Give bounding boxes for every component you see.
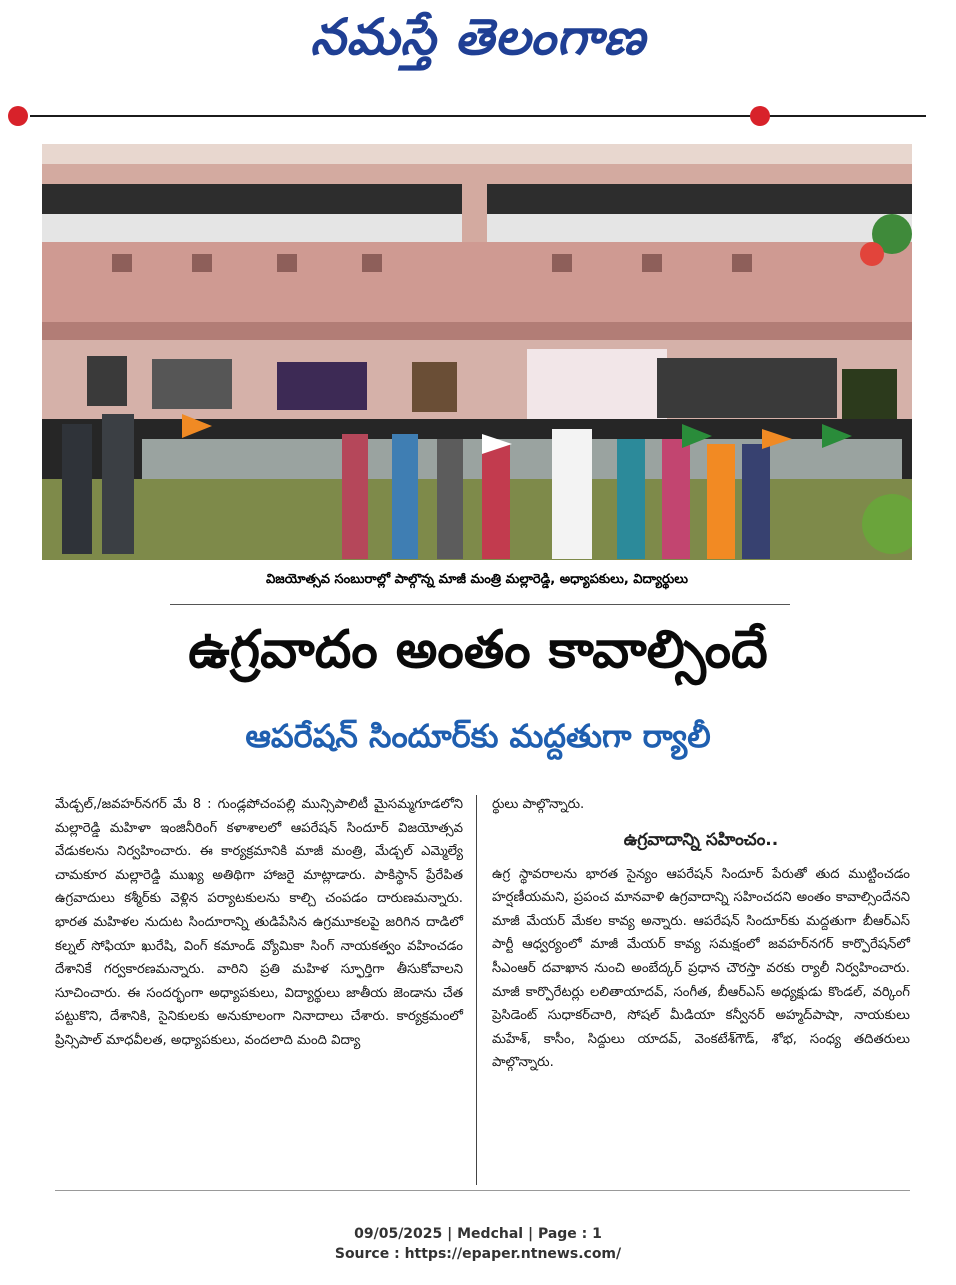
red-dot-left (8, 106, 28, 126)
photo-caption: విజయోత్సవ సంబురాల్లో పాల్గొన్న మాజీ మంత్రి మల్లారెడ్డి, అధ్యాపకులు, విద్యార్థులు (266, 572, 688, 587)
column-2-subheading: ఉగ్రవాదాన్ని సహించం.. (623, 829, 779, 850)
article-column-1 (55, 793, 463, 1053)
column-1-text: మేడ్చల్,/జవహర్‌నగర్ మే 8 : గుండ్లపోచంపల్లి మున్సిపాలిటీ మైసమ్మగూడలోని మల్లారెడ్డి మహిళా ఇంజినీరింగ్ కళాశాలలో ఆపరేషన్ సిందూర్ విజయోత్సవ వేడుకలను నిర్వహించారు. ఈ కార్యక్రమానికి మాజీ మంత్రి, మేడ్చల్ ఎమ్మెల్యే చామకూర మల్లారెడ్డి ముఖ్య అతిథిగా హాజరై మాట్లాడారు. పాకిస్థాన్ ప్రేరేపిత ఉగ్రవాదులు కశ్మీర్‌కు వెళ్లిన పర్యాటకులను కాల్చి చంపడం దారుణమన్నారు. భారత మహిళల నుదుట సిందూరాన్ని తుడిపేసిన ఉగ్రమూకలపై జరిగిన దాడిలో కల్నల్ సోఫియా ఖురేషి, వింగ్ కమాండ్ వ్యోమికా సింగ్ నాయకత్వం వహించడం దేశానికే గర్వకారణమన్నారు. వారిని ప్రతి మహిళ స్ఫూర్తిగా తీసుకోవాలని సూచించారు. ఈ సందర్భంగా అధ్యాపకులు, విద్యార్థులు జాతీయ జెండాను చేత పట్టుకొని, దేశానికి, సైనికులకు అనుకూలంగా నినాదాలు చేశారు. కార్యక్రమంలో ప్రిన్సిపాల్ మాధవీలత, అధ్యాపకులు, వందలాది మంది విద్యా (55, 797, 463, 1048)
footer-date-edition: 09/05/2025 | Medchal | Page : 1 (354, 1226, 602, 1242)
article-subheadline: ఆపరేషన్ సిందూర్‌కు మద్దతుగా ర్యాలీ (245, 717, 711, 755)
news-photo (42, 144, 912, 560)
column-2-text: ఉగ్ర స్థావరాలను భారత సైన్యం ఆపరేషన్ సిందూర్ పేరుతో తుద ముట్టించడం హర్షణీయమని, ప్రపంచ మానవాళి ఉగ్రవాదాన్ని సహించదని అంతం కావాల్సిందేనని మాజీ మేయర్ మేకల కావ్య అన్నారు. ఆపరేషన్ సిందూర్‌కు మద్దతుగా బీఆర్‌ఎస్ పార్టీ ఆధ్వర్యంలో మాజీ మేయర్ కావ్య సమక్షంలో జవహర్‌నగర్ కార్పొరేషన్‌లో సీఎంఆర్ దవాఖాన నుంచి అంబేద్కర్ ప్రధాన చౌరస్తా వరకు ర్యాలీ నిర్వహించారు. మాజీ కార్పొరేటర్లు లలితాయాదవ్, సంగీత, బీఆర్‌ఎస్ అధ్యక్షుడు కొండల్, వర్కింగ్ ప్రెసిడెంట్ సుధాకర్‌చారి, సోషల్ మీడియా కన్వీనర్ అహ్మద్‌పాషా, నాయకులు మహేశ్, కాసీం, సిద్దులు యాదవ్, వెంకటేశ్‌గౌడ్, శోభ, సంధ్య తదితరులు పాల్గొన్నారు. (492, 866, 910, 1071)
article-end-rule (55, 1190, 910, 1191)
column-divider (476, 795, 477, 1185)
red-dot-right (750, 106, 770, 126)
divider-line (30, 115, 926, 117)
caption-underline (170, 604, 790, 605)
masthead-title: నమస్తే తెలంగాణ (310, 8, 646, 66)
article-headline: ఉగ్రవాదం అంతం కావాల్సిందే (188, 620, 768, 680)
column-2-top-text: ర్థులు పాల్గొన్నారు. (492, 797, 585, 812)
masthead-divider (0, 104, 956, 128)
rally-photo-illustration (42, 144, 912, 560)
newspaper-masthead (0, 8, 956, 78)
footer-source: Source : https://epaper.ntnews.com/ (334, 1246, 622, 1262)
article-column-2 (492, 793, 910, 1075)
